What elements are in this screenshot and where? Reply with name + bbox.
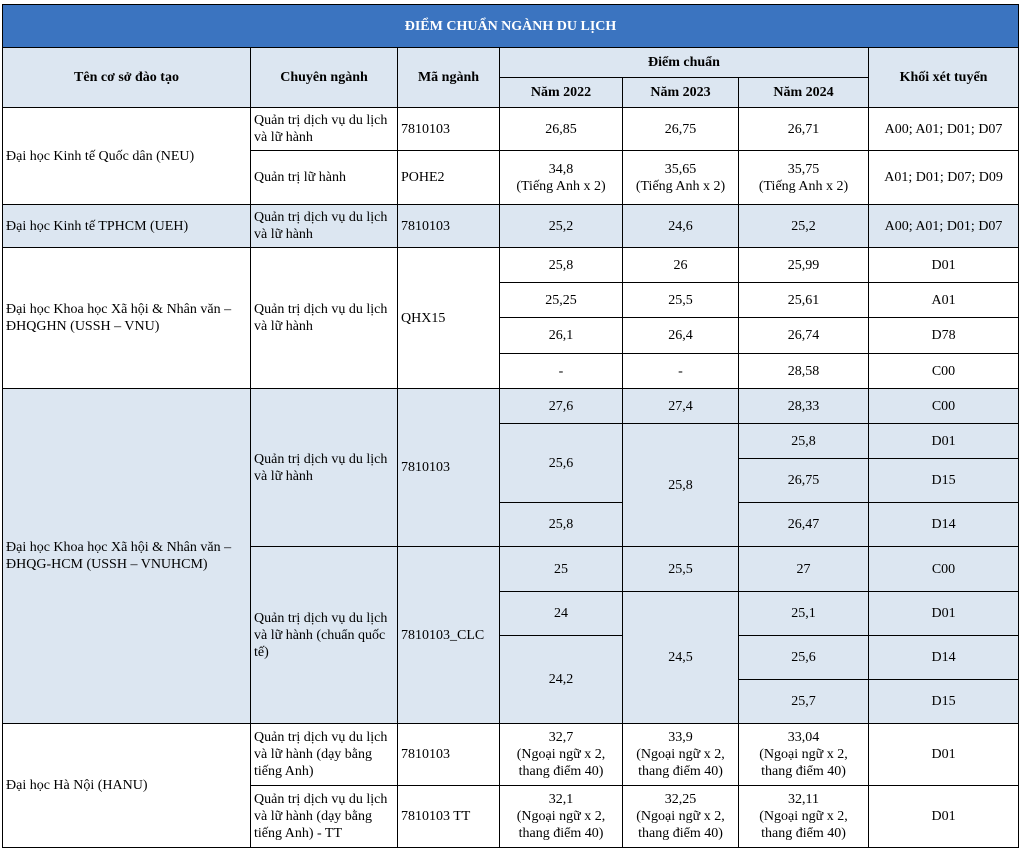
code-cell: 7810103 [398,389,500,547]
header-year-2024: Năm 2024 [739,78,869,108]
table-row [3,248,1019,283]
school-cell: Đại học Kinh tế TPHCM (UEH) [3,205,251,248]
code-cell: 7810103 [398,108,500,151]
score-2024-cell: 26,47 [739,503,869,547]
block-cell: D15 [869,680,1019,724]
score-2024-cell: 25,7 [739,680,869,724]
score-2024-cell: 25,6 [739,636,869,680]
score-2022-cell: 25,8 [500,503,623,547]
block-cell: D14 [869,636,1019,680]
table-title: ĐIỂM CHUẨN NGÀNH DU LỊCH [3,5,1019,48]
major-cell: Quản trị dịch vụ du lịch và lữ hành [251,389,398,547]
score-2022-cell: 26,85 [500,108,623,151]
block-cell: A00; A01; D01; D07 [869,108,1019,151]
score-2024-cell: 25,8 [739,424,869,459]
block-cell: A01 [869,283,1019,318]
school-cell: Đại học Kinh tế Quốc dân (NEU) [3,108,251,205]
major-cell: Quản trị dịch vụ du lịch và lữ hành [251,205,398,248]
score-2024-cell: 26,75 [739,459,869,503]
code-cell: QHX15 [398,248,500,389]
score-2022-cell: 26,1 [500,318,623,354]
code-cell: 7810103 TT [398,786,500,848]
score-2024-cell: 32,11 (Ngoại ngữ x 2, thang điểm 40) [739,786,869,848]
header-year-2023: Năm 2023 [623,78,739,108]
major-cell: Quản trị lữ hành [251,151,398,205]
block-cell: D78 [869,318,1019,354]
code-cell: 7810103 [398,724,500,786]
score-2022-cell: 24,2 [500,636,623,724]
table-row [3,108,1019,151]
score-2023-cell: 33,9 (Ngoại ngữ x 2, thang điểm 40) [623,724,739,786]
block-cell: A01; D01; D07; D09 [869,151,1019,205]
block-cell: D01 [869,424,1019,459]
major-cell: Quản trị dịch vụ du lịch và lữ hành (chuẩn quốc tế) [251,547,398,724]
block-cell: C00 [869,547,1019,592]
header-school: Tên cơ sở đào tạo [3,48,251,108]
admission-score-table [2,4,1019,848]
score-2024-cell: 26,71 [739,108,869,151]
school-cell: Đại học Khoa học Xã hội & Nhân văn – ĐHQGHN (USSH – VNU) [3,248,251,389]
code-cell: POHE2 [398,151,500,205]
block-cell: C00 [869,389,1019,424]
score-2024-cell: 28,33 [739,389,869,424]
score-2022-cell: 25,6 [500,424,623,503]
header-block: Khối xét tuyển [869,48,1019,108]
block-cell: D01 [869,248,1019,283]
score-2022-cell: - [500,354,623,389]
score-2022-cell: 27,6 [500,389,623,424]
block-cell: D01 [869,724,1019,786]
score-2023-cell: 35,65 (Tiếng Anh x 2) [623,151,739,205]
block-cell: A00; A01; D01; D07 [869,205,1019,248]
code-cell: 7810103_CLC [398,547,500,724]
header-major: Chuyên ngành [251,48,398,108]
score-2024-cell: 35,75 (Tiếng Anh x 2) [739,151,869,205]
header-score: Điểm chuẩn [500,48,869,78]
score-2024-cell: 27 [739,547,869,592]
score-2023-cell: 25,5 [623,547,739,592]
score-2024-cell: 25,61 [739,283,869,318]
header-year-2022: Năm 2022 [500,78,623,108]
score-2023-cell: 24,6 [623,205,739,248]
score-2023-cell: 26,4 [623,318,739,354]
header-code: Mã ngành [398,48,500,108]
score-2024-cell: 28,58 [739,354,869,389]
score-2023-cell: 26 [623,248,739,283]
block-cell: C00 [869,354,1019,389]
score-2022-cell: 32,7 (Ngoại ngữ x 2, thang điểm 40) [500,724,623,786]
block-cell: D01 [869,786,1019,848]
score-2022-cell: 34,8 (Tiếng Anh x 2) [500,151,623,205]
score-2024-cell: 25,2 [739,205,869,248]
score-2024-cell: 33,04 (Ngoại ngữ x 2, thang điểm 40) [739,724,869,786]
school-cell: Đại học Khoa học Xã hội & Nhân văn – ĐHQG-HCM (USSH – VNUHCM) [3,389,251,724]
score-2023-cell: 32,25 (Ngoại ngữ x 2, thang điểm 40) [623,786,739,848]
major-cell: Quản trị dịch vụ du lịch và lữ hành (dạy bằng tiếng Anh) [251,724,398,786]
table-row [3,724,1019,786]
score-2023-cell: 26,75 [623,108,739,151]
score-2023-cell: 25,8 [623,424,739,547]
block-cell: D15 [869,459,1019,503]
table-row [3,389,1019,424]
table-row [3,205,1019,248]
score-2022-cell: 25,2 [500,205,623,248]
score-2024-cell: 25,1 [739,592,869,636]
score-2023-cell: 25,5 [623,283,739,318]
score-2023-cell: 27,4 [623,389,739,424]
block-cell: D14 [869,503,1019,547]
score-2023-cell: 24,5 [623,592,739,724]
score-2024-cell: 26,74 [739,318,869,354]
score-2022-cell: 25,8 [500,248,623,283]
block-cell: D01 [869,592,1019,636]
major-cell: Quản trị dịch vụ du lịch và lữ hành [251,248,398,389]
score-2022-cell: 24 [500,592,623,636]
score-2024-cell: 25,99 [739,248,869,283]
code-cell: 7810103 [398,205,500,248]
score-2023-cell: - [623,354,739,389]
score-2022-cell: 32,1 (Ngoại ngữ x 2, thang điểm 40) [500,786,623,848]
major-cell: Quản trị dịch vụ du lịch và lữ hành (dạy bằng tiếng Anh) - TT [251,786,398,848]
score-2022-cell: 25 [500,547,623,592]
score-2022-cell: 25,25 [500,283,623,318]
school-cell: Đại học Hà Nội (HANU) [3,724,251,848]
major-cell: Quản trị dịch vụ du lịch và lữ hành [251,108,398,151]
